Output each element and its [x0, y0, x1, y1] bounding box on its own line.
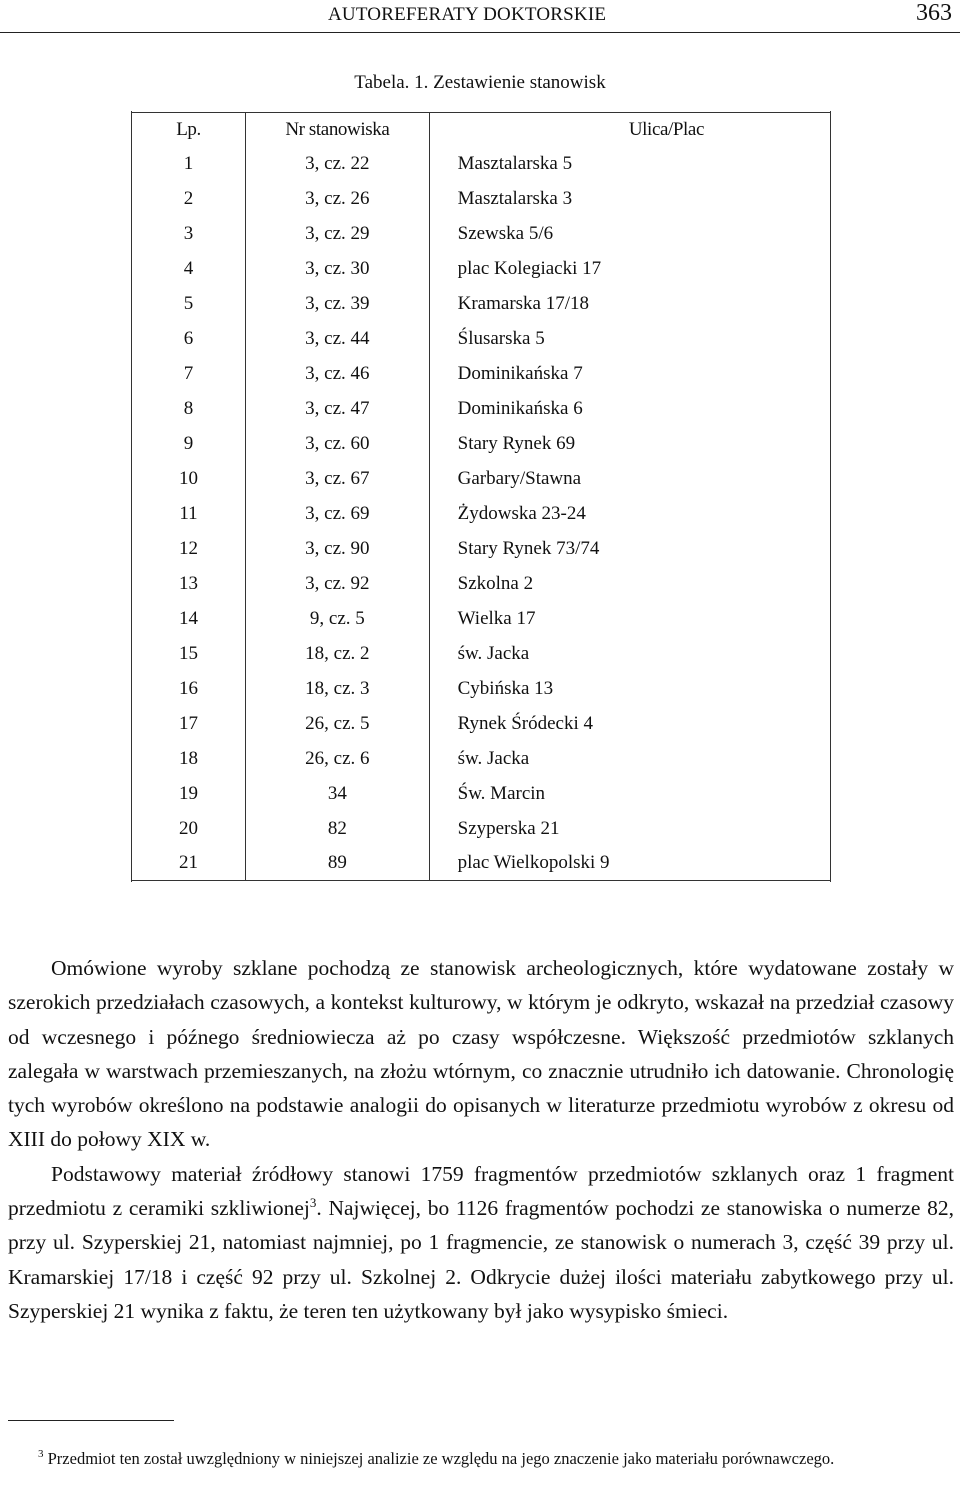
cell-lp: 7	[183, 362, 194, 384]
cell-lp: 8	[183, 397, 194, 419]
cell-street: Stary Rynek 73/74	[429, 531, 830, 566]
footnote-marker: 3	[38, 1448, 44, 1460]
table-row	[132, 251, 830, 286]
table-body	[132, 147, 830, 881]
cell-street: Szyperska 21	[429, 811, 830, 846]
table-row	[132, 741, 830, 776]
cell-lp: 21	[132, 846, 246, 881]
table-row	[132, 846, 830, 881]
table-row	[132, 391, 830, 426]
page-number: 363	[916, 0, 952, 26]
cell-street: Św. Marcin	[429, 776, 830, 811]
table-row	[132, 636, 830, 671]
footnote-text: Przedmiot ten został uwzględniony w niniejszej analizie ze względu na jego znaczenie jako materiału porównawczego.	[47, 1449, 835, 1468]
table-row	[132, 321, 830, 356]
table-row	[132, 706, 830, 741]
cell-site-number: 3, cz. 92	[246, 566, 430, 601]
cell-site-number: 3, cz. 67	[246, 461, 430, 496]
cell-lp: 19	[179, 782, 199, 804]
cell-street: Masztalarska 5	[429, 147, 830, 181]
table-row	[132, 181, 830, 216]
cell-lp: 14	[179, 607, 199, 629]
cell-street: Masztalarska 3	[429, 181, 830, 216]
cell-street: plac Wielkopolski 9	[429, 846, 830, 881]
cell-lp: 6	[183, 327, 194, 349]
cell-lp: 16	[179, 677, 199, 699]
cell-street: Dominikańska 7	[429, 356, 830, 391]
cell-site-number: 3, cz. 60	[246, 426, 430, 461]
cell-street: Szewska 5/6	[429, 216, 830, 251]
cell-site-number: 18, cz. 3	[246, 671, 430, 706]
cell-site-number: 18, cz. 2	[246, 636, 430, 671]
header-rule	[0, 32, 960, 33]
paragraph-2-text: Podstawowy materiał źródłowy stanowi 1759 fragmentów przedmiotów szklanych oraz 1 fragment przedmiotu z ceramiki szkliwionej	[8, 1161, 954, 1221]
table-row	[132, 531, 830, 566]
cell-street: Żydowska 23-24	[429, 496, 830, 531]
cell-lp: 15	[179, 642, 199, 664]
cell-site-number: 3, cz. 44	[246, 321, 430, 356]
body-text	[8, 951, 954, 1328]
cell-street: Szkolna 2	[429, 566, 830, 601]
cell-site-number: 9, cz. 5	[246, 601, 430, 636]
cell-street: Cybińska 13	[429, 671, 830, 706]
footnote-reference[interactable]: 3	[309, 1195, 317, 1211]
column-header-site-number: Nr stanowiska	[246, 113, 430, 148]
cell-street: plac Kolegiacki 17	[429, 251, 830, 286]
sites-table	[132, 112, 830, 881]
cell-lp: 17	[179, 712, 199, 734]
cell-site-number: 3, cz. 30	[246, 251, 430, 286]
cell-street: Dominikańska 6	[429, 391, 830, 426]
table-row	[132, 776, 830, 811]
table-row	[132, 566, 830, 601]
column-header-lp: Lp.	[132, 113, 246, 148]
cell-street: Stary Rynek 69	[429, 426, 830, 461]
cell-site-number: 82	[246, 811, 430, 846]
cell-street: Wielka 17	[429, 601, 830, 636]
cell-street: Kramarska 17/18	[429, 286, 830, 321]
cell-lp: 4	[183, 257, 194, 279]
cell-lp: 3	[183, 222, 194, 244]
paragraph-1: Omówione wyroby szklane pochodzą ze stanowisk archeologicznych, które wydatowane zostały w szerokich przedziałach czasowych, a kontekst kulturowy, w którym je odkryto, wskazał na przedział czasowy od wczesnego i późnego średniowiecza aż po czasy współczesne. Większość przedmiotów szklanych zalegała w warstwach przemieszanych, na złożu wtórnym, co znacznie utrudniło ich datowanie. Chronologię tych wyrobów określono na podstawie analogii do opisanych w literaturze przedmiotu wyrobów z okresu od XIII do połowy XIX w.	[8, 956, 954, 1152]
table-row	[132, 147, 830, 181]
table-row	[132, 496, 830, 531]
cell-street: św. Jacka	[429, 636, 830, 671]
cell-site-number: 3, cz. 90	[246, 531, 430, 566]
running-head-title: AUTOREFERATY DOKTORSKIE	[328, 4, 607, 25]
table-row	[132, 671, 830, 706]
cell-site-number: 26, cz. 6	[246, 741, 430, 776]
table-row	[132, 601, 830, 636]
cell-lp: 18	[179, 747, 199, 769]
cell-lp: 2	[183, 187, 194, 209]
table-header-row	[132, 113, 830, 148]
cell-lp: 5	[183, 292, 194, 314]
table-row	[132, 426, 830, 461]
running-head	[0, 0, 960, 30]
cell-site-number: 3, cz. 46	[246, 356, 430, 391]
table-row	[132, 461, 830, 496]
cell-lp: 9	[183, 432, 194, 454]
cell-lp: 13	[179, 572, 199, 594]
cell-lp: 20	[179, 817, 199, 839]
table-row	[132, 356, 830, 391]
footnote-rule	[8, 1420, 174, 1421]
table-row	[132, 216, 830, 251]
cell-site-number: 3, cz. 26	[246, 181, 430, 216]
cell-site-number: 26, cz. 5	[246, 706, 430, 741]
cell-site-number: 89	[246, 846, 430, 881]
footnote	[8, 1444, 954, 1474]
cell-lp: 1	[183, 153, 194, 174]
paragraph-2-text-continued: . Najwięcej, bo 1126 fragmentów pochodzi ze stanowiska o numerze 82, przy ul. Szyperskiej 21, natomiast najmniej, po 1 fragmencie, ze stanowisk o numerach 3, część 39 przy ul. Kramarskiej 17/18 i część 92 przy ul. Szkolnej 2. Odkrycie dużej ilości materiału zabytkowego przy ul. Szyperskiej 21 wynika z faktu, że teren ten użytkowany był jako wysypisko śmieci.	[8, 1196, 954, 1323]
table-row	[132, 286, 830, 321]
cell-site-number: 3, cz. 22	[246, 147, 430, 181]
cell-site-number: 3, cz. 47	[246, 391, 430, 426]
cell-street: Rynek Śródecki 4	[429, 706, 830, 741]
cell-lp: 10	[179, 467, 199, 489]
cell-site-number: 3, cz. 39	[246, 286, 430, 321]
cell-lp: 11	[179, 502, 198, 524]
cell-site-number: 3, cz. 29	[246, 216, 430, 251]
cell-street: Garbary/Stawna	[429, 461, 830, 496]
paragraph-2	[8, 1157, 954, 1328]
cell-lp: 12	[179, 537, 199, 559]
table-caption: Tabela. 1. Zestawienie stanowisk	[354, 72, 606, 93]
cell-site-number: 3, cz. 69	[246, 496, 430, 531]
column-header-street: Ulica/Plac	[429, 113, 830, 148]
cell-site-number: 34	[246, 776, 430, 811]
cell-street: św. Jacka	[429, 741, 830, 776]
cell-street: Ślusarska 5	[429, 321, 830, 356]
table-row	[132, 811, 830, 846]
